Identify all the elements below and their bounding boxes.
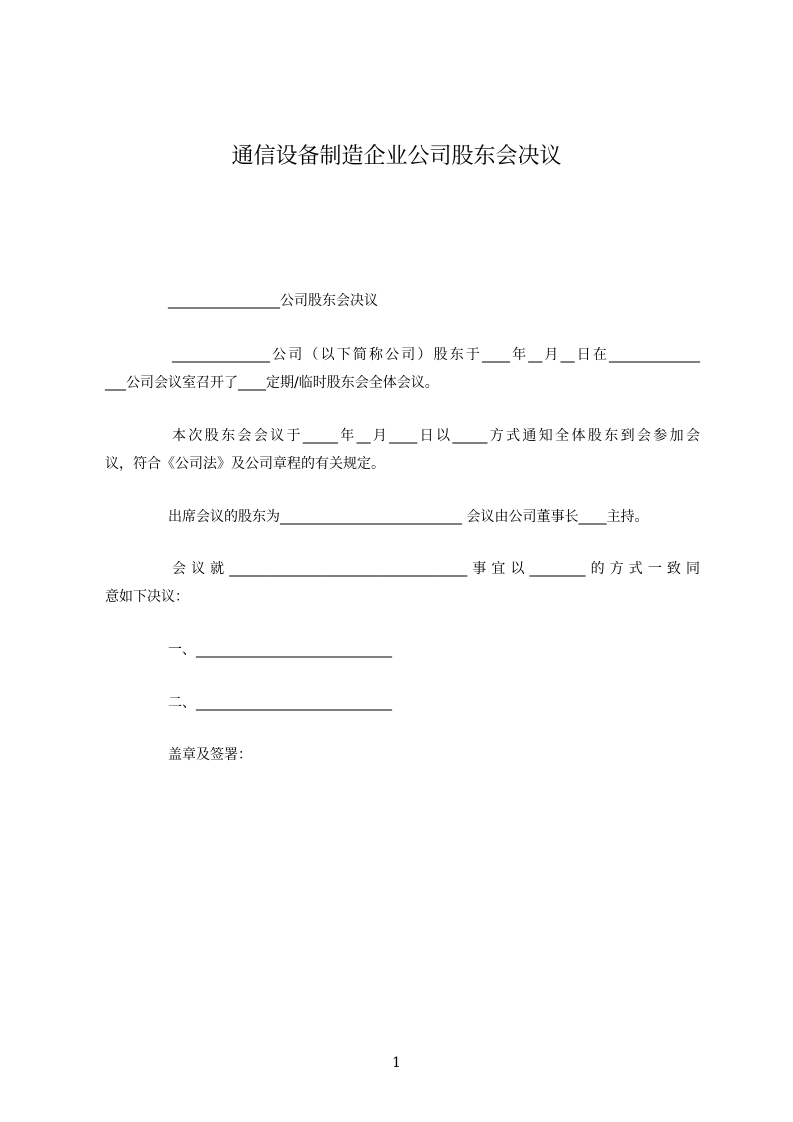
- document-title: 通信设备制造企业公司股东会决议: [231, 144, 562, 169]
- resolution-item-2: 二、____________________________: [168, 695, 392, 711]
- paragraph-2-line-1: 本次股东会会议于_____年__月____日以_____方式通知全体股东到会参加会: [172, 428, 700, 444]
- paragraph-2-line-2: 议，符合《公司法》及公司章程的有关规定。: [105, 456, 385, 472]
- paragraph-4-line-1: 会议就__________________________________事宜以________的方式一致同: [172, 561, 700, 577]
- signature-label: 盖章及签署：: [168, 747, 252, 763]
- paragraph-1-line-2: ___公司会议室召开了____定期/临时股东会全体会议。: [105, 375, 439, 391]
- paragraph-1-line-1: ______________公司（以下简称公司）股东于____年__月__日在_____________: [172, 347, 700, 363]
- page-number: 1: [392, 1055, 401, 1071]
- resolution-heading: ________________公司股东会决议: [168, 293, 378, 309]
- paragraph-3-line-1: 出席会议的股东为__________________________ 会议由公司董事长____主持。: [168, 509, 649, 525]
- paragraph-4-line-2: 意如下决议：: [105, 589, 189, 605]
- resolution-item-1: 一、____________________________: [168, 642, 392, 658]
